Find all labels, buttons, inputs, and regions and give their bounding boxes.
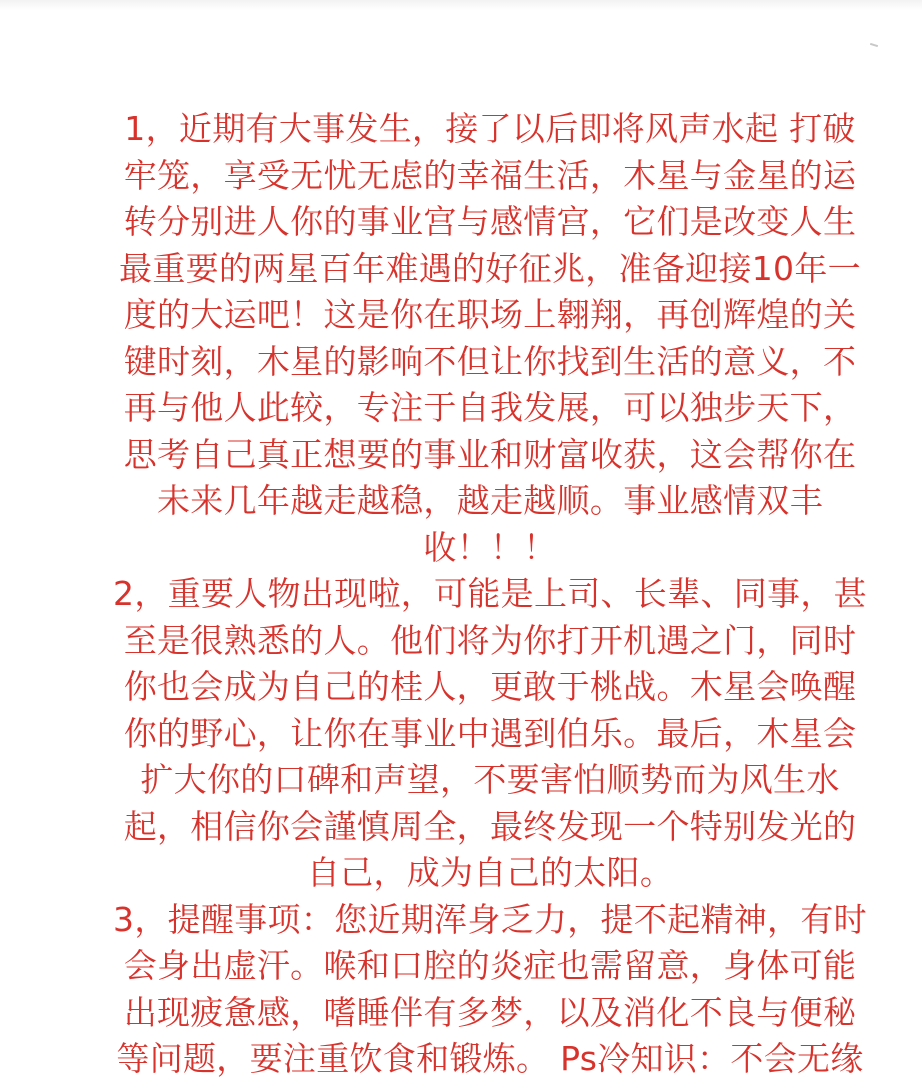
text-line: 3，提醒事项：您近期浑身乏力，提不起精神，有时 <box>113 899 867 939</box>
text-line: 思考自己真正想要的事业和财富收获，这会帮你在 <box>123 434 857 474</box>
text-line: 出现疲惫感，嗜睡伴有多梦，以及消化不良与便秘 <box>123 992 857 1032</box>
text-line: 度的大运吧！这是你在职场上翱翔，再创辉煌的关 <box>123 295 857 334</box>
text-line: 牢笼，享受无忧无虑的幸福生活，木星与金星的运 <box>123 155 857 195</box>
text-line: 扩大你的口碑和声望，不要害怕顺势而为风生水 <box>140 760 840 799</box>
top-edge-shadow <box>0 0 922 10</box>
text-line: 至是很熟悉的人。他们将为你打开机遇之门，同时 <box>123 620 857 660</box>
text-line: 最重要的两星百年难遇的好征兆，准备迎接10年一 <box>119 248 861 288</box>
text-line: 1，近期有大事发生，接了以后即将风声水起 打破 <box>124 109 856 148</box>
text-line: 未来几年越走越稳，越走越顺。事业感情双丰 <box>157 481 823 520</box>
text-line: 你的野心，让你在事业中遇到伯乐。最后，木星会 <box>123 713 857 753</box>
corner-mark <box>870 43 878 47</box>
text-line: 你也会成为自己的桂人，更敢于桃战。木星会唤醒 <box>123 667 857 706</box>
text-line: 键时刻，木星的影响不但让你找到生活的意义，不 <box>123 341 857 381</box>
text-line: 2，重要人物出现啦，可能是上司、长辈、同事，甚 <box>113 574 867 613</box>
text-line: 收！！！ <box>423 527 557 567</box>
text-line: 会身出虚汗。喉和口腔的炎症也需留意，身体可能 <box>123 946 857 985</box>
text-line: 再与他人此较，专注于自我发展，可以独步天下， <box>123 388 857 427</box>
text-line: 等问题，要注重饮食和锻炼。 Ps冷知识：不会无缘 <box>116 1039 864 1078</box>
text-line: 转分别进人你的事业宫与感情宫，它们是改变人生 <box>123 202 857 241</box>
text-line: 起，相信你会謹慎周全，最终发现一个特别发光的 <box>123 806 857 846</box>
fortune-text-article <box>110 106 870 1083</box>
text-line: 自己，成为自己的太阳。 <box>306 853 674 892</box>
